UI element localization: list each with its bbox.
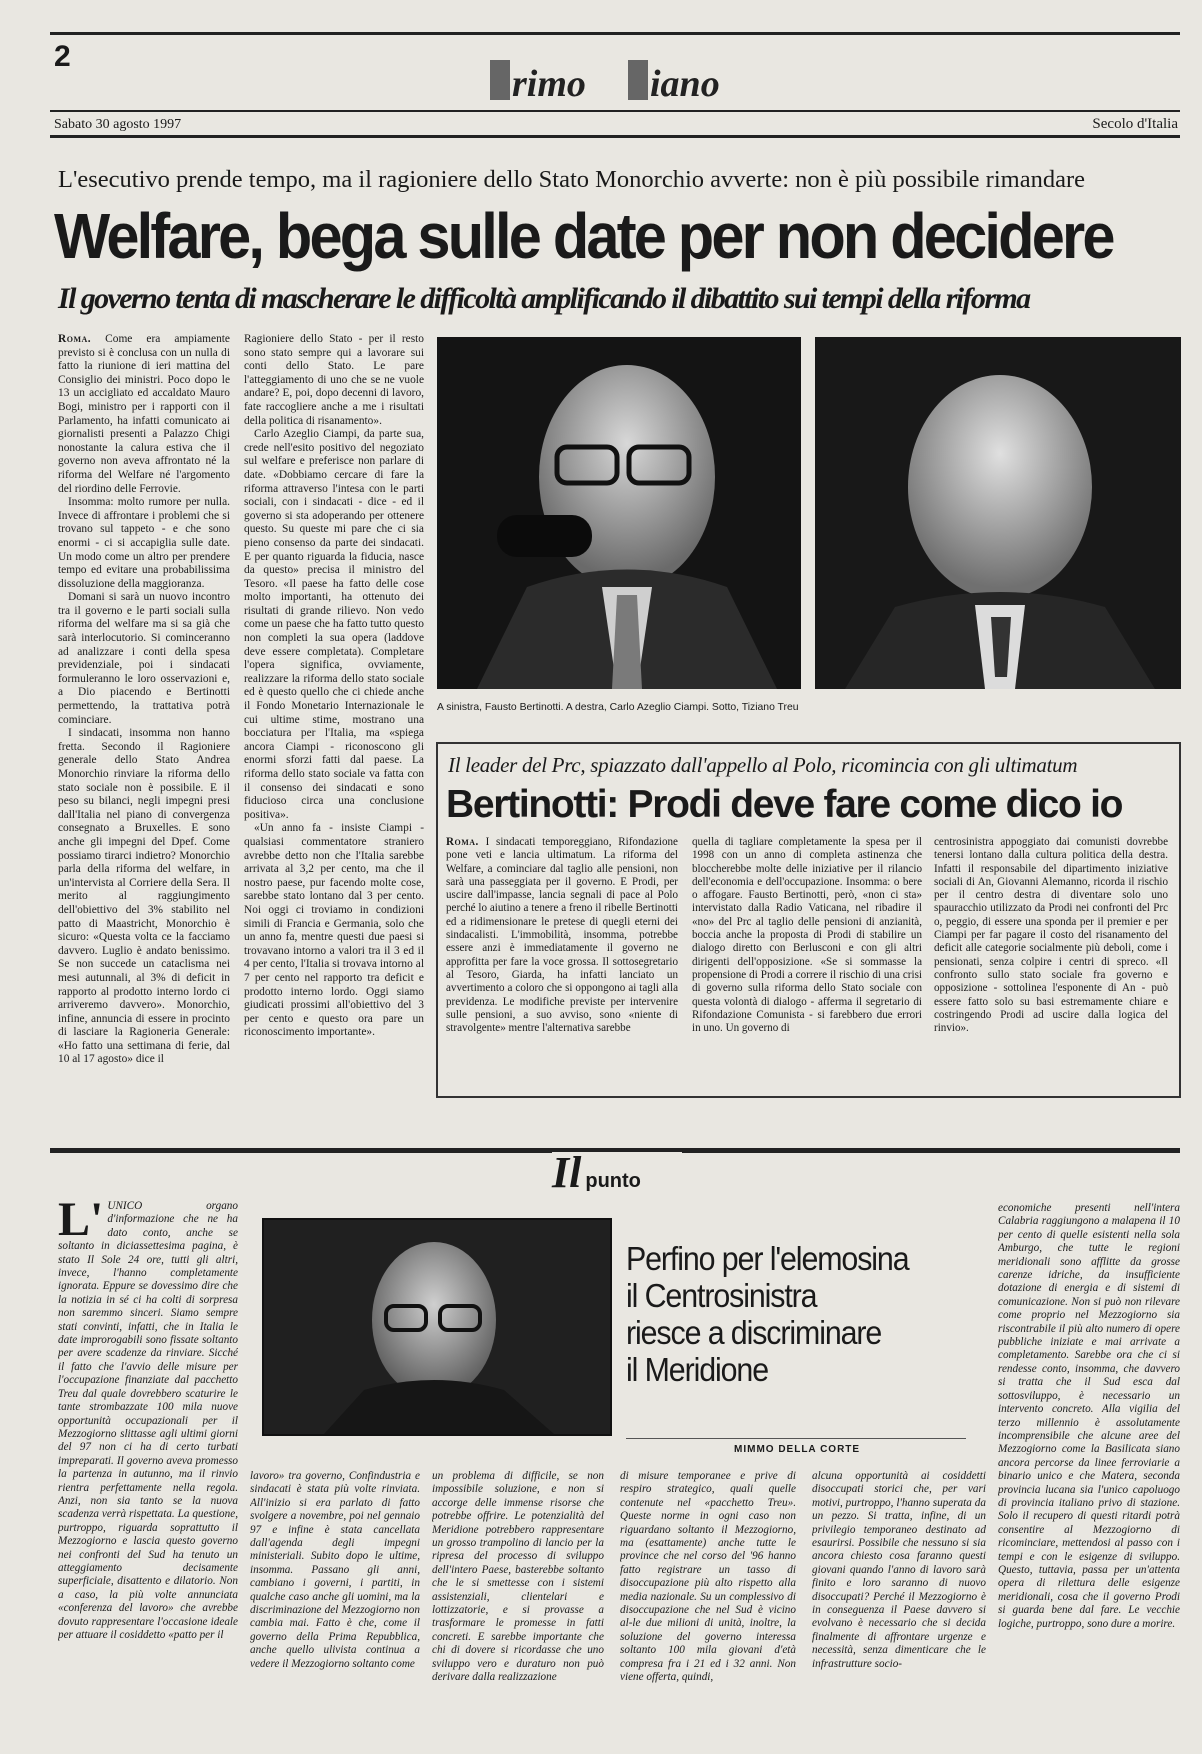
photo-caption: A sinistra, Fausto Bertinotti. A destra, Carlo Azeglio Ciampi. Sotto, Tiziano Treu	[437, 702, 799, 713]
punto-col1-text: UNICO organo d'informazione che ne ha dato conto, anche se soltanto in diciassettesima pagina, è stato Il Sole 24 ore, tutti gli altri, invece, l'hanno completamente ignorata. Eppure se dovessimo dire che la notizia in sé ci ha colti di sorpresa non saremmo sinceri. Siamo sempre stati convinti, infatti, che in Italia le date improrogabili sono fissate soltanto per avere scadenze da rinviare. Sicché il fatto che l'avvio delle misure per l'occupazione finanziate dal pacchetto Treu dal quale dovrebbero scaturire le tante strombazzate 100 mila nuove opportunità occupazionali per il Mezzogiorno slittasse agli ultimi giorni del 97 non ci ha di certo turbati impreparati. Il governo aveva promesso la partenza in autunno, ma il rinvio rientra perfettamente nella regola. Anzi, non sia tanto se la nuova scadenza verrà rispettata. La questione, purtroppo, riguarda soprattutto il Mezzogiorno e lascia questo governo nei confronti del Sud ha tenuto un atteggiamento decisamente superficiale, disattento e dilatorio. Non a caso, la più volte annunciata «conferenza del lavoro» che avrebbe dovuto rappresentare l'occasione ideale per attuare il cosiddetto «patto per il	[58, 1200, 238, 1641]
issue-date: Sabato 30 agosto 1997	[54, 117, 182, 132]
svg-text:rimo: rimo	[512, 63, 586, 104]
punto-byline: MIMMO DELLA CORTE	[734, 1444, 861, 1455]
section-title	[488, 48, 748, 104]
box-col2-text: quella di tagliare completamente la spesa per il 1998 con un anno di completa astinenza che bloccherebbe molte delle iniziative per il rilancio dell'economia e dell'occupazione. Insomma: o bere o affogare. Fausto Bertinotti, però, «non ci sta» intervistato dalla Radio Vaticana, nel ribadire il «no» del Prc al taglio delle pensioni di anzianità, boccia anche la proposta di Prodi di stabilire un dialogo diretto con Berlusconi e con gli altri dirigenti dell'opposizione. «Se si sommasse la propensione di Prodi a correre il rischio di una crisi di governo sulla riforma dello Stato sociale con questa volontà di dialogo - afferma il segretario di Rifondazione Comunista - si farebbero due errori in uno. Un governo di	[692, 836, 922, 1035]
punto-col4-text: di misure temporanee e prive di respiro strategico, quali quelle contenute nel «pacchetto Treu». Queste norme in ogni caso non riguardano soltanto il Mezzogiorno, ma (esattamente) anche tutte le province che nel corso del '96 hanno fatto registrare un tasso di disoccupazione più alto rispetto alla media nazionale. Su un complessivo di disoccupazione che nel Sud è vicino al-le due milioni di unità, inoltre, la soluzione del governo interessa soltanto 100 mila giovani d'età compresa fra i 21 ed i 32 anni. Non viene offerta, quindi,	[620, 1470, 796, 1684]
box-kicker: Il leader del Prc, spiazzato dall'appello al Polo, ricomincia con gli ultimatum	[448, 753, 1078, 777]
punto-column-6	[998, 1202, 1180, 1710]
punto-column-3	[432, 1470, 604, 1710]
punto-headline-line2: il Centrosinistra	[626, 1277, 817, 1314]
lead-col2-p2: Carlo Azeglio Ciampi, da parte sua, crede nell'esito positivo del negoziato sul welfare e preferisce non parlare di date. «Dobbiamo cercare di fare la riforma attraverso l'intesa con le parti sociali, con i sindacati - dice - ed il governo si sta adoperando per ottenere questo. Su queste mi pare che ci sia pieno consenso da parte dei sindacati. E per quanto riguarda la fiducia, nasce da questo» precisa il ministro del Tesoro. «Il paese ha fatto delle cose molto importanti, ha ottenuto dei risultati di grande rilievo. Non vedo come un paese che ha fatto tutto questo non completi la sua opera (laddove deve essere completata). Completare l'opera significa, ovviamente, realizzare la riforma dello stato sociale ed è questo quello che ci chiede anche il Fondo Monetario Internazionale le cui ultime stime, mostrano una bocciatura per l'Italia, ma «spiega ancora Ciampi - riconoscono gli enormi sforzi fatti dal paese. La riforma dello stato sociale va fatta con il consenso dei sindacati e sono fiducioso circa una conclusione positiva».	[244, 428, 424, 821]
ciampi-portrait	[815, 337, 1181, 689]
masthead-bottom-rule	[50, 135, 1180, 138]
punto-headline-line4: il Meridione	[626, 1351, 768, 1388]
punto-col3-text: un problema di difficile, se non impossibile soluzione, e non si accorge delle immense risorse che potrebbe offrire. Le potenzialità del Meridione potrebbero rappresentare un grosso trampolino di lancio per la ripresa del processo di sviluppo dell'intero Paese, basterebbe soltanto che le si smettesse con i sistemi assistenziali, clientelari e lottizzatorie, e si provasse a trasformare le promesse in fatti concreti. E sarebbe importante che chi di dovere si ricordasse che uno sviluppo vero e duraturo non può derivare dalla realizzazione	[432, 1470, 604, 1684]
lead-col1-p1: Come era ampiamente previsto si è conclusa con un nulla di fatto la riunione di ieri mattina del Consiglio dei ministri. Poco dopo le 13 un accigliato ed accaldato Mauro Bogi, ministro per i rapporti con il Parlamento, ha infatti comunicato ai giornalisti presenti a Palazzo Chigi nonostante la calura estiva che il governo non aveva affrontato né la riforma del Welfare né l'argomento del riordino delle Ferrovie.	[58, 333, 230, 495]
svg-text:iano: iano	[650, 63, 720, 104]
box-col1-text: I sindacati temporeggiano, Rifondazione pone veti e lancia ultimatum. La riforma del Welfare, a cominciare dal taglio alle pensioni, non sarà una passeggiata per il governo. E Prodi, per uscire dall'impasse, lancia segnali di pace al Polo perché lo aiutino a tenere a freno il ribelle Bertinotti ed a ridimensionare le pretese di quegli eterni dei sindacalisti. L'immobilità, insomma, potrebbe essere anzi è immediatamente il governo ne approfitta per fare la voce grossa. Il sottosegretario al Tesoro, Giarda, ha infatti lanciato un avvertimento a coloro che si oppongono ai tagli alla previdenza. Le modifiche previste per intervenire sulle pensioni, a suo avviso, sono «niente di stravolgente» mentre l'alternativa sarebbe	[446, 836, 678, 1035]
lead-col2-p3: «Un anno fa - insiste Ciampi - qualsiasi commentatore straniero avrebbe detto non che l'Italia sarebbe arrivata al 3,2 per cento, ma che il nostro paese, pur facendo molte cose, sarebbe stato lontano dal 3 per cento. Noi oggi ci troviamo in condizioni simili di Francia e Germania, solo che un anno fa, mentre questi due paesi si trovavano intorno a valori tra il 3 ed il 4 per cento, l'Italia si trovava intorno al 7 per cento nel rapporto tra deficit e prodotto interno lordo. Oggi siamo giudicati prossimi all'obiettivo del 3 per cento e questo ora pare un riconoscimento importante».	[244, 822, 424, 1039]
punto-headline-line3: riesce a discriminare	[626, 1314, 882, 1351]
lead-dateline: Roma.	[58, 333, 92, 345]
punto-col5-text: alcuna opportunità ai cosiddetti disoccupati storici che, per vari motivi, purtroppo, l'hanno superata da un pezzo. Si tratta, infine, di un privilegio temporaneo destinato ad esaurirsi. Possibile che nessuno si sia ancora chiesto cosa faranno questi giovani quando l'anno di lavoro sarà finito e loro saranno di nuovo disoccupati? Perché il Mezzogiorno è in conseguenza il Paese davvero si evolvano è necessario che si decida finalmente di affrontare urgenze e necessità, senza dimenticare che le infrastrutture socio-	[812, 1470, 986, 1670]
lead-col1-p3: Domani si sarà un nuovo incontro tra il governo e le parti sociali sulla riforma del welfare ma si sa già che sarà interlocutorio. Si cominceranno ad analizzare i conti della spesa previdenziale, poi i sindacati formuleranno le loro osservazioni e, a Dio piacendo e Bertinotti permettendo, la trattativa potrà cominciare.	[58, 591, 230, 726]
box-dateline: Roma.	[446, 836, 479, 848]
lead-col1-p4: I sindacati, insomma non hanno fretta. Secondo il Ragioniere generale dello Stato Andrea Monorchio rinviare la riforma dello stato sociale non è possibile. E il peso su bilanci, negli impegni presi dall'Italia nel piano di convergenza consegnato a Bruxelles. E sono anche gli impegni del Dpef. Come possiamo tirarci indietro? Monorchio parla della riforma del welfare, in un'intervista al Corriere della Sera. Il merito al raggiungimento dell'obiettivo del 3% stabilito nel patto di Maastricht, Monorchio è sicuro: «Questa volta ce la facciamo davvero. Luglio è andato benissimo. Se non succede un cataclisma nei mesi autunnali, al 3% di deficit in rapporto al prodotto interno lordo ci arriveremo davvero». Monorchio, infine, annuncia di essere in procinto di lasciare la Ragioneria Generale: «Ho fatto una settimana di ferie, dal 10 al 17 agosto» dice il	[58, 727, 230, 1066]
box-col3-text: centrosinistra appoggiato dai comunisti dovrebbe tenersi lontano dalla cultura politica della destra. Infatti il responsabile del dipartimento iniziative sociali di An, Giovanni Alemanno, ricorda il rischio per il centro destra di diventare solo uno spauracchio utilizzato da Prodi nei confronti del Prc o, peggio, di essere una sponda per il premier e per Ciampi per far pagare il costo del risanamento del deficit alle categorie socialmente più deboli, come i pensionati, senza colpire i centri di spreco. «Il confronto sullo stato sociale fra governo e opposizione - sottolinea l'esponente di An - può essere fatto solo su basi estremamente chiare e costringendo Prodi ad uscire dalla logica del rinvio».	[934, 836, 1168, 1035]
punto-col2-text: lavoro» tra governo, Confindustria e sindacati è stata più volte rinviata. All'inizio si era parlato di fatto svolgere a novembre, poi nel gennaio 97 e infine è stata cancellata dall'agenda degli impegni ministeriali. Subito dopo le ultime, insomma. Passano gli anni, cambiano i governi, i partiti, in qualche caso anche gli uomini, ma la discriminazione del Mezzogiorno non cambia mai. Fatto è che, come il governo della Prima Repubblica, anche quello ulivista continua a vedere il Mezzogiorno soltanto come	[250, 1470, 420, 1670]
box-column-3	[934, 836, 1168, 1088]
punto-logo	[552, 1148, 682, 1197]
punto-headline-line1: Perfino per l'elemosina	[626, 1240, 909, 1277]
punto-column-2	[250, 1470, 420, 1710]
top-rule	[50, 32, 1180, 35]
page-number: 2	[54, 40, 71, 73]
punto-column-1	[58, 1200, 238, 1692]
punto-column-5	[812, 1470, 986, 1710]
lead-headline: Welfare, bega sulle date per non decidere	[54, 200, 1113, 272]
masthead-rule	[50, 110, 1180, 112]
punto-column-4	[620, 1470, 796, 1710]
punto-dropcap: L'	[58, 1200, 104, 1246]
treu-portrait	[264, 1220, 610, 1434]
box-headline: Bertinotti: Prodi deve fare come dico io	[446, 783, 1123, 826]
punto-logo-word: punto	[585, 1170, 641, 1192]
photo-treu	[262, 1218, 612, 1436]
lead-column-1	[58, 333, 230, 1103]
lead-subheadline: Il governo tenta di mascherare le difficoltà amplificando il dibattito sui tempi della riforma	[58, 282, 1030, 315]
lead-kicker: L'esecutivo prende tempo, ma il ragioniere dello Stato Monorchio avverte: non è più possibile rimandare	[58, 166, 1085, 193]
byline-rule	[626, 1438, 966, 1439]
lead-col2-p1: Ragioniere dello Stato - per il resto sono stato sempre qui a lavorare sui conti dello Stato. Le pare l'atteggiamento di uno che se ne vuole andare? E, poi, dopo decenni di lavoro, fate raccogliere anche a me i risultati della politica di risanamento».	[244, 333, 424, 427]
punto-headline	[626, 1240, 948, 1388]
punto-logo-letter: Il	[552, 1148, 582, 1197]
section-title-graphic	[488, 48, 748, 104]
newspaper-name: Secolo d'Italia	[1092, 116, 1178, 132]
lead-col1-p2: Insomma: molto rumore per nulla. Invece di affrontare i problemi che si trovano sul tappeto - e che sono enormi - ci si accapiglia sulle date. Un modo come un altro per prendere tempo ed evitare una probabilissima dissoluzione della maggioranza.	[58, 496, 230, 590]
photo-ciampi	[815, 337, 1181, 689]
punto-col6-text: economiche presenti nell'intera Calabria raggiungono a malapena il 10 per cento di quelle esistenti nella sola Amburgo, che tutte le regioni meridionali sono afflitte da grosse carenze idriche, da insufficiente dotazione di energia e di sistemi di comunicazione. Non si può non rilevare come proprio nel Mezzogiorno sia riscontrabile il più alto numero di opere pubbliche iniziate e mai arrivate a completamento. Sarebbe ora che ci si rendesse conto, insomma, che davvero si tratta che il Sud esca dal sottosviluppo, è necessario un intervento concreto. Alla vigilia del terzo millennio è assolutamente incomprensibile che alcune aree del Mezzogiorno come la Basilicata siano ancora percorse da linee ferroviarie a binario unico e che Matera, seconda provincia lucana sia l'unico capoluogo di provincia italiano privo di stazione. Solo il recupero di questi ritardi potrà consentire al Mezzogiorno di ricominciare, mettendosi al passo con i tempi e con le esigenze di sviluppo. Questo, tuttavia, passa per un'attenta opera di rilettura delle esigenze meridionali, cosa che il governo Prodi si guarda bene dal fare. Le vecchie logiche, purtroppo, sono dure a morire.	[998, 1202, 1180, 1630]
box-column-1	[446, 836, 678, 1088]
bertinotti-portrait	[437, 337, 801, 689]
photo-bertinotti	[437, 337, 801, 689]
lead-column-2	[244, 333, 424, 1103]
box-column-2	[692, 836, 922, 1088]
